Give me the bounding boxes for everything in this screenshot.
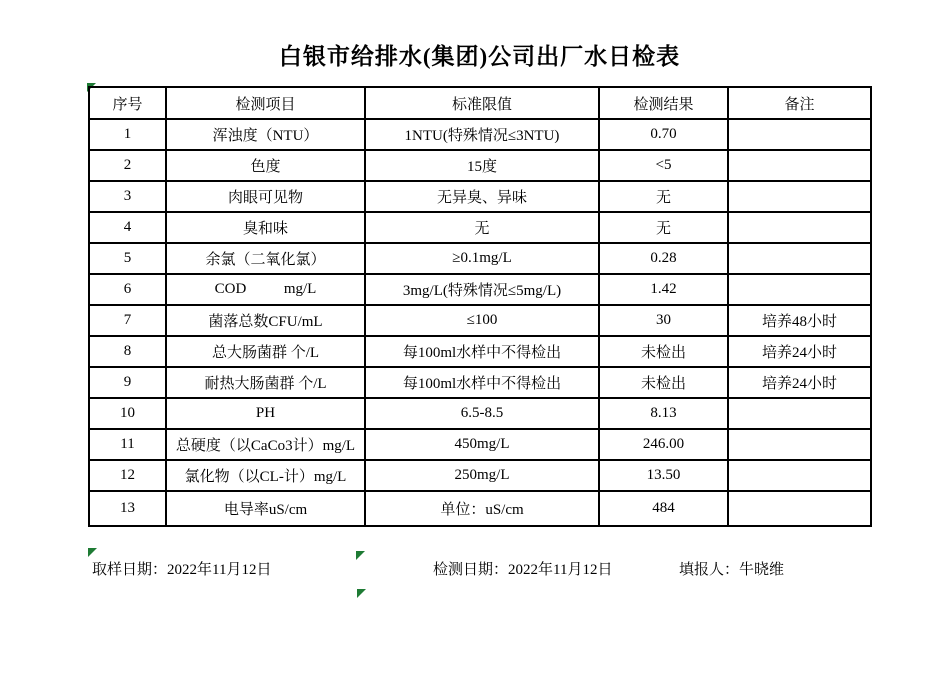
cell-remark bbox=[728, 491, 871, 526]
cell-remark bbox=[728, 398, 871, 429]
cell-no: 11 bbox=[89, 429, 166, 460]
cell-result: 1.42 bbox=[599, 274, 728, 305]
cell-result: 0.28 bbox=[599, 243, 728, 274]
cell-standard: 每100ml水样中不得检出 bbox=[365, 336, 599, 367]
table-row bbox=[89, 460, 871, 491]
cell-standard: ≤100 bbox=[365, 305, 599, 336]
cell-remark bbox=[728, 460, 871, 491]
cell-item: 臭和味 bbox=[166, 212, 365, 243]
table-row bbox=[89, 429, 871, 460]
cell-remark: 培养24小时 bbox=[728, 367, 871, 398]
inspection-table bbox=[88, 86, 872, 527]
cell-item: 肉眼可见物 bbox=[166, 181, 365, 212]
cell-no: 2 bbox=[89, 150, 166, 181]
sampling-date-label: 取样日期： bbox=[92, 562, 168, 578]
cell-standard: 450mg/L bbox=[365, 429, 599, 460]
cell-remark bbox=[728, 212, 871, 243]
cell-result: 484 bbox=[599, 491, 728, 526]
cell-result: 246.00 bbox=[599, 429, 728, 460]
cell-remark bbox=[728, 274, 871, 305]
cell-result: <5 bbox=[599, 150, 728, 181]
table-row bbox=[89, 119, 871, 150]
col-header-no: 序号 bbox=[89, 87, 166, 119]
cell-item: 电导率uS/cm bbox=[166, 491, 365, 526]
header-row bbox=[89, 87, 871, 119]
cell-no: 7 bbox=[89, 305, 166, 336]
cell-no: 9 bbox=[89, 367, 166, 398]
cell-standard: 无 bbox=[365, 212, 599, 243]
cell-remark bbox=[728, 119, 871, 150]
cell-no: 6 bbox=[89, 274, 166, 305]
test-date-value: 2022年11月12日 bbox=[508, 562, 613, 578]
reporter bbox=[679, 558, 784, 579]
cell-result: 未检出 bbox=[599, 336, 728, 367]
col-header-remark: 备注 bbox=[728, 87, 871, 119]
cell-item: 浑浊度（NTU） bbox=[166, 119, 365, 150]
cell-result: 无 bbox=[599, 181, 728, 212]
cell-item: 余氯（二氧化氯） bbox=[166, 243, 365, 274]
cell-result: 无 bbox=[599, 212, 728, 243]
cell-no: 13 bbox=[89, 491, 166, 526]
table-row bbox=[89, 243, 871, 274]
table-row bbox=[89, 336, 871, 367]
cell-standard: 单位：uS/cm bbox=[365, 491, 599, 526]
cell-no: 1 bbox=[89, 119, 166, 150]
cell-no: 3 bbox=[89, 181, 166, 212]
cell-no: 10 bbox=[89, 398, 166, 429]
cell-result: 13.50 bbox=[599, 460, 728, 491]
cell-remark bbox=[728, 181, 871, 212]
cell-item: 色度 bbox=[166, 150, 365, 181]
table-row bbox=[89, 212, 871, 243]
cell-result: 0.70 bbox=[599, 119, 728, 150]
cell-standard: ≥0.1mg/L bbox=[365, 243, 599, 274]
cell-item: 总大肠菌群 个/L bbox=[166, 336, 365, 367]
table-row bbox=[89, 181, 871, 212]
reporter-value: 牛晓维 bbox=[739, 562, 785, 578]
cell-item: 氯化物（以CL-计）mg/L bbox=[166, 460, 365, 491]
cell-standard: 6.5-8.5 bbox=[365, 398, 599, 429]
cell-item: 总硬度（以CaCo3计）mg/L bbox=[166, 429, 365, 460]
cell-item: PH bbox=[166, 398, 365, 429]
cell-standard: 1NTU(特殊情况≤3NTU) bbox=[365, 119, 599, 150]
cell-remark: 培养24小时 bbox=[728, 336, 871, 367]
col-header-standard: 标准限值 bbox=[365, 87, 599, 119]
cell-remark bbox=[728, 150, 871, 181]
cell-result: 30 bbox=[599, 305, 728, 336]
table-row bbox=[89, 367, 871, 398]
cell-standard: 15度 bbox=[365, 150, 599, 181]
green-triangle-icon bbox=[88, 548, 97, 557]
table-row bbox=[89, 398, 871, 429]
cell-no: 8 bbox=[89, 336, 166, 367]
reporter-label: 填报人： bbox=[679, 562, 740, 578]
table-row bbox=[89, 150, 871, 181]
green-triangle-icon bbox=[356, 551, 365, 560]
cell-remark bbox=[728, 243, 871, 274]
cell-standard: 250mg/L bbox=[365, 460, 599, 491]
table-row bbox=[89, 274, 871, 305]
cell-no: 4 bbox=[89, 212, 166, 243]
col-header-result: 检测结果 bbox=[599, 87, 728, 119]
cell-no: 5 bbox=[89, 243, 166, 274]
cell-standard: 3mg/L(特殊情况≤5mg/L) bbox=[365, 274, 599, 305]
test-date bbox=[433, 558, 612, 579]
test-date-label: 检测日期： bbox=[433, 562, 509, 578]
cell-remark bbox=[728, 429, 871, 460]
page-title: 白银市给排水(集团)公司出厂水日检表 bbox=[278, 44, 681, 69]
cell-result: 8.13 bbox=[599, 398, 728, 429]
cell-standard: 无异臭、异味 bbox=[365, 181, 599, 212]
green-triangle-icon bbox=[357, 589, 366, 598]
table-row bbox=[89, 305, 871, 336]
col-header-item: 检测项目 bbox=[166, 87, 365, 119]
cell-item: 菌落总数CFU/mL bbox=[166, 305, 365, 336]
sampling-date-value: 2022年11月12日 bbox=[167, 562, 272, 578]
cell-no: 12 bbox=[89, 460, 166, 491]
sampling-date bbox=[92, 558, 271, 579]
cell-result: 未检出 bbox=[599, 367, 728, 398]
cell-standard: 每100ml水样中不得检出 bbox=[365, 367, 599, 398]
cell-remark: 培养48小时 bbox=[728, 305, 871, 336]
table-row bbox=[89, 491, 871, 526]
cell-item: COD mg/L bbox=[166, 274, 365, 305]
cell-item: 耐热大肠菌群 个/L bbox=[166, 367, 365, 398]
